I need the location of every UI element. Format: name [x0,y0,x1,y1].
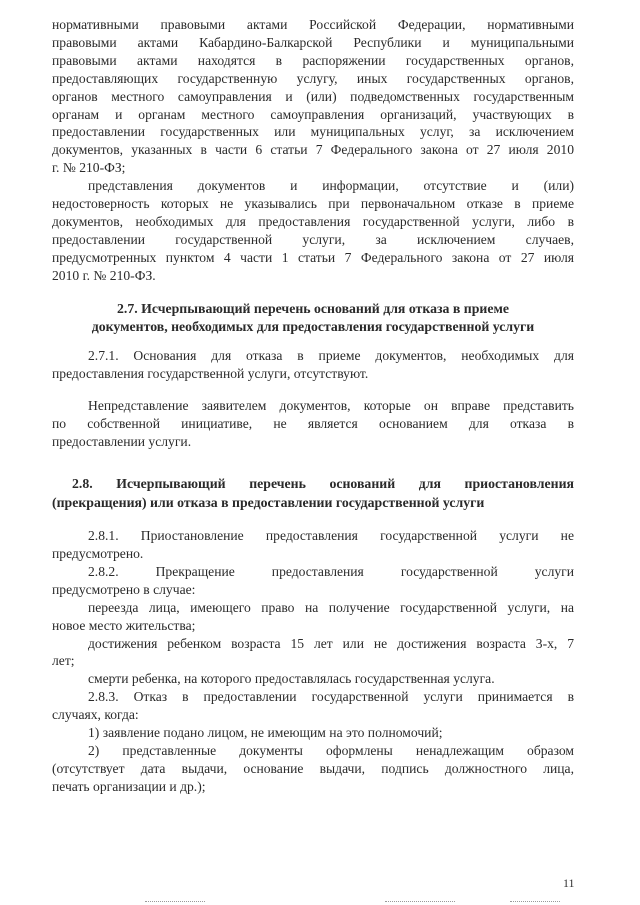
paragraph-2-8-1 [52,527,574,563]
paragraph-death [52,670,574,688]
text-line: лет; [52,653,75,669]
text-line: по собственной инициативе, не является основанием для отказа в [52,416,574,432]
heading-line: 2.7. Исчерпывающий перечень оснований для отказа в приеме [117,300,509,316]
text-line: предусмотрено. [52,546,144,562]
text-line: 2.7.1. Основания для отказа в приеме документов, необходимых для [88,347,574,363]
paragraph-2-8-3 [52,688,574,724]
text-line: недостоверность которых не указывались при первоначальном отказе в приеме [52,196,574,212]
heading-line: (прекращения) или отказа в предоставлении государственной услуги [52,494,485,510]
text-line: нормативными правовыми актами Российской Федерации, нормативными [52,17,574,32]
text-line: г. № 210-ФЗ; [52,160,126,176]
text-line: 2.8.1. Приостановление предоставления государственной услуги не [88,528,574,544]
document-page [52,16,574,796]
text-line: органам и органам местного самоуправления организаций, участвующих в [52,106,574,122]
page-number: 11 [563,876,575,890]
footer-dots [385,901,455,902]
text-line: 2) представленные документы оформлены ненадлежащим образом [88,743,574,758]
text-line: предоставлении услуги. [52,434,192,450]
text-line: правовыми актами Кабардино-Балкарской Республики и муниципальными [52,34,574,50]
paragraph-nonsubmission [52,397,574,451]
footer-dots [145,901,205,902]
text-line: правовыми актами находятся в распоряжении государственных органов, [52,52,574,68]
text-line: предоставлении государственной услуги, за исключением случаев, [52,231,574,247]
heading-line: документов, необходимых для предоставления государственной услуги [91,319,535,335]
text-line: 1) заявление подано лицом, не имеющим на это полномочий; [88,725,443,741]
text-line: новое место жительства; [52,617,196,633]
text-line: случаях, когда: [52,707,139,723]
text-line: достижения ребенком возраста 15 лет или не достижения возраста 3-х, 7 [88,635,574,651]
section-heading-2-8 [52,475,574,512]
text-line: предоставления государственной услуги, отсутствуют. [52,365,369,381]
text-line: документов, необходимых для предоставления государственной услуги, либо в [52,213,574,229]
text-line: предусмотрено в случае: [52,581,196,597]
text-line: предоставляющих государственную услугу, иных государственных органов, [52,70,574,86]
paragraph-2-8-2 [52,563,574,599]
text-line: 2.8.2. Прекращение предоставления государственной услуги [88,563,574,579]
text-line: (отсутствует дата выдачи, основание выдачи, подпись должностного лица, [52,760,574,776]
text-line: Непредставление заявителем документов, которые он вправе представить [88,398,574,414]
text-line: документов, указанных в части 6 статьи 7 Федерального закона от 27 июля 2010 [52,142,574,158]
text-line: печать организации и др.); [52,778,206,794]
paragraph-move [52,599,574,635]
section-heading-2-7 [52,300,574,337]
text-line: представления документов и информации, отсутствие и (или) [88,178,574,194]
paragraph-age [52,635,574,671]
text-line: органов местного самоуправления и (или) подведомственных государственным [52,88,574,104]
text-line: предоставлении государственных или муниципальных услуг, за исключением [52,124,574,140]
text-line: предусмотренных пунктом 4 части 1 статьи 7 Федерального закона от 27 июля [52,249,574,265]
paragraph-top [52,16,574,177]
footer-dots [510,901,560,902]
paragraph-representation [52,177,574,284]
text-line: смерти ребенка, на которого предоставлялась государственная услуга. [88,671,495,687]
paragraph-2-7-1 [52,347,574,383]
heading-line: 2.8. Исчерпывающий перечень оснований для приостановления [72,476,574,492]
list-item-2 [52,742,574,796]
text-line: переезда лица, имеющего право на получение государственной услуги, на [88,599,574,615]
text-line: 2.8.3. Отказ в предоставлении государственной услуги принимается в [88,689,574,705]
text-line: 2010 г. № 210-ФЗ. [52,267,156,283]
list-item-1 [52,724,574,742]
